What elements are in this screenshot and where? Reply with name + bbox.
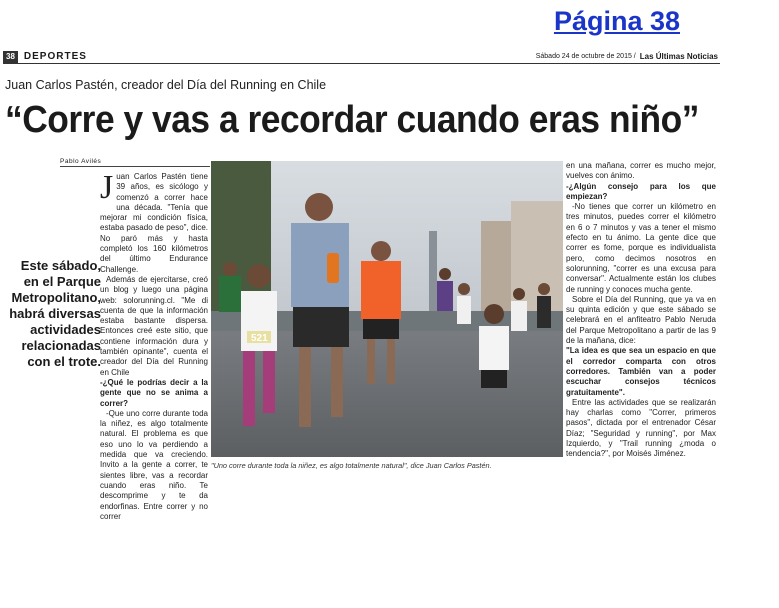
page-link[interactable]: Página 38 [553,6,680,36]
issue-date: Sábado 24 de octubre de 2015 / [535,53,636,60]
article-kicker: Juan Carlos Pastén, creador del Día del Running en Chile [5,78,327,92]
runners-photo-illustration [211,161,563,457]
article-column-2 [566,161,716,460]
paragraph: en una mañana, correr es mucho mejor, vuelves con ánimo. [566,161,716,181]
interview-question: -¿Qué le podrías decir a la gente que no se anima a correr? [100,377,208,408]
publication-name: Las Últimas Noticias [639,52,718,61]
section-name: DEPORTES [23,51,87,62]
photo-credit: EL MERCURIO [767,580,779,608]
article-column-1 [100,169,208,522]
article-headline: “Corre y vas a recordar cuando eras niño” [5,99,699,141]
drop-cap: J [100,169,114,206]
interview-question: -¿Algún consejo para los que empiezan? [566,181,716,201]
paragraph: Sobre el Día del Running, que ya va en su quinta edición y que este sábado se celebrará en el anfiteatro Pablo Neruda del Parque Metropolitano a partir de las 9 de la mañana, dice: [566,294,716,346]
pull-quote: Este sábado, en el Parque Metropolitano, habrá diversas actividades relacionadas con el trote. [9,258,101,369]
photo-caption: "Uno corre durante toda la niñez, es algo totalmente natural", dice Juan Carlos Pastén. [211,461,492,470]
paragraph: Entre las actividades que se realizarán hay charlas como "Correr, primeros pasos", dictada por el entrenador César Díaz; "Seguridad y running", por Max Izquierdo, y "Trail running ¿moda o tendencia?", por Moisés Jiménez. [566,397,716,459]
byline: Pablo Avilés [60,158,210,167]
page-number: 38 [3,51,18,63]
lead-paragraph: Juan Carlos Pastén tiene 39 años, es sicólogo y comenzó a correr hace una década. "Tenía que mejorar mi condición física, estaba pasado de peso", dice. No paró más y hasta completó los 160 kilómetros del último Endurance Challenge. [100,169,208,274]
paragraph: Además de ejercitarse, creó un blog y luego una página web: solorunning.cl. "Me di cuenta de que la información estaba bastante dispersa. Entonces creé este sitio, que contiene información dura y también opinante", cuenta el creador del Día del Running en Chile [100,274,208,377]
newspaper-header [3,50,720,64]
interview-answer: -Que uno corre durante toda la niñez, es algo totalmente natural. El problema es que eso uno lo va perdiendo a medida que va creciendo. Invito a la gente a correr, te sientes libre, vas a recordar cuando eras niño. Te descomprime y te da endorfinas. Entre correr y no correr [100,408,208,521]
quoted-statement: "La idea es que sea un espacio en que el corredor comparta con otros corredores. También van a poder escuchar consejos técnicos gratuitamente". [566,346,716,397]
interview-answer: -No tienes que correr un kilómetro en tres minutos, puedes correr el kilómetro en 6 o 7 minutos y vas a tener el mismo efecto en tu ánimo. La gente dice que correr es fome, porque es individualista pero, como decimos nosotros en solorunning, "correr es una excusa para conversar". Actualmente están los clubes de running y conoces mucha gente. [566,202,716,294]
race-bib-number: 521 [251,333,268,344]
